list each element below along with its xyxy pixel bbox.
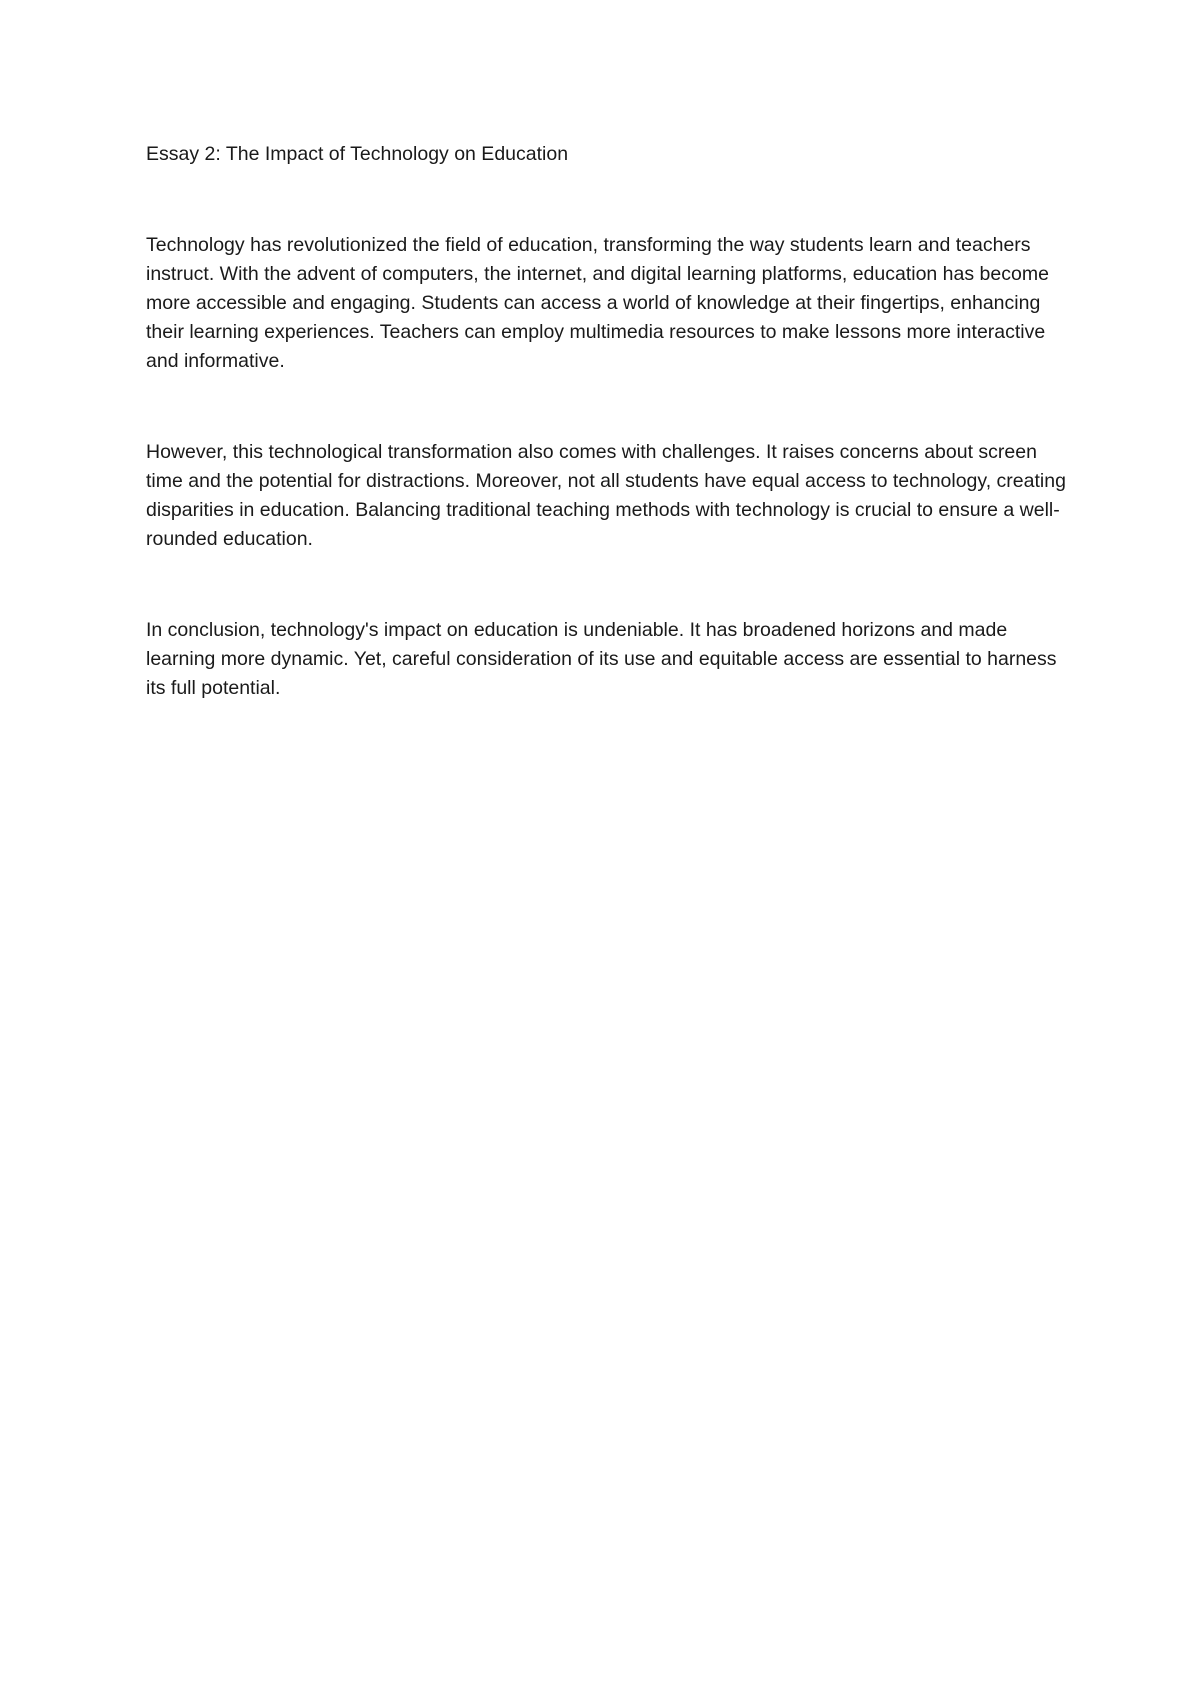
paragraph-intro: Technology has revolutionized the field of education, transforming the way students learn and teachers instruct. With the advent of computers, the internet, and digital learning platforms, education has become more accessible and engaging. Students can access a world of knowledge at their fingertips, enhancing their learning experiences. Teachers can employ multimedia resources to make lessons more interactive and informative. <box>146 234 1049 372</box>
paragraph-challenges: However, this technological transformation also comes with challenges. It raises concerns about screen time and the potential for distractions. Moreover, not all students have equal access to technology, creating disparities in education. Balancing traditional teaching methods with technology is crucial to ensure a well-rounded education. <box>146 441 1066 550</box>
document-body <box>146 140 1066 703</box>
spacer <box>146 169 1066 231</box>
spacer <box>146 376 1066 438</box>
document-title: Essay 2: The Impact of Technology on Education <box>146 143 569 165</box>
spacer <box>146 554 1066 616</box>
paragraph-conclusion: In conclusion, technology's impact on education is undeniable. It has broadened horizons and made learning more dynamic. Yet, careful consideration of its use and equitable access are essential to harness its full potential. <box>146 619 1057 699</box>
